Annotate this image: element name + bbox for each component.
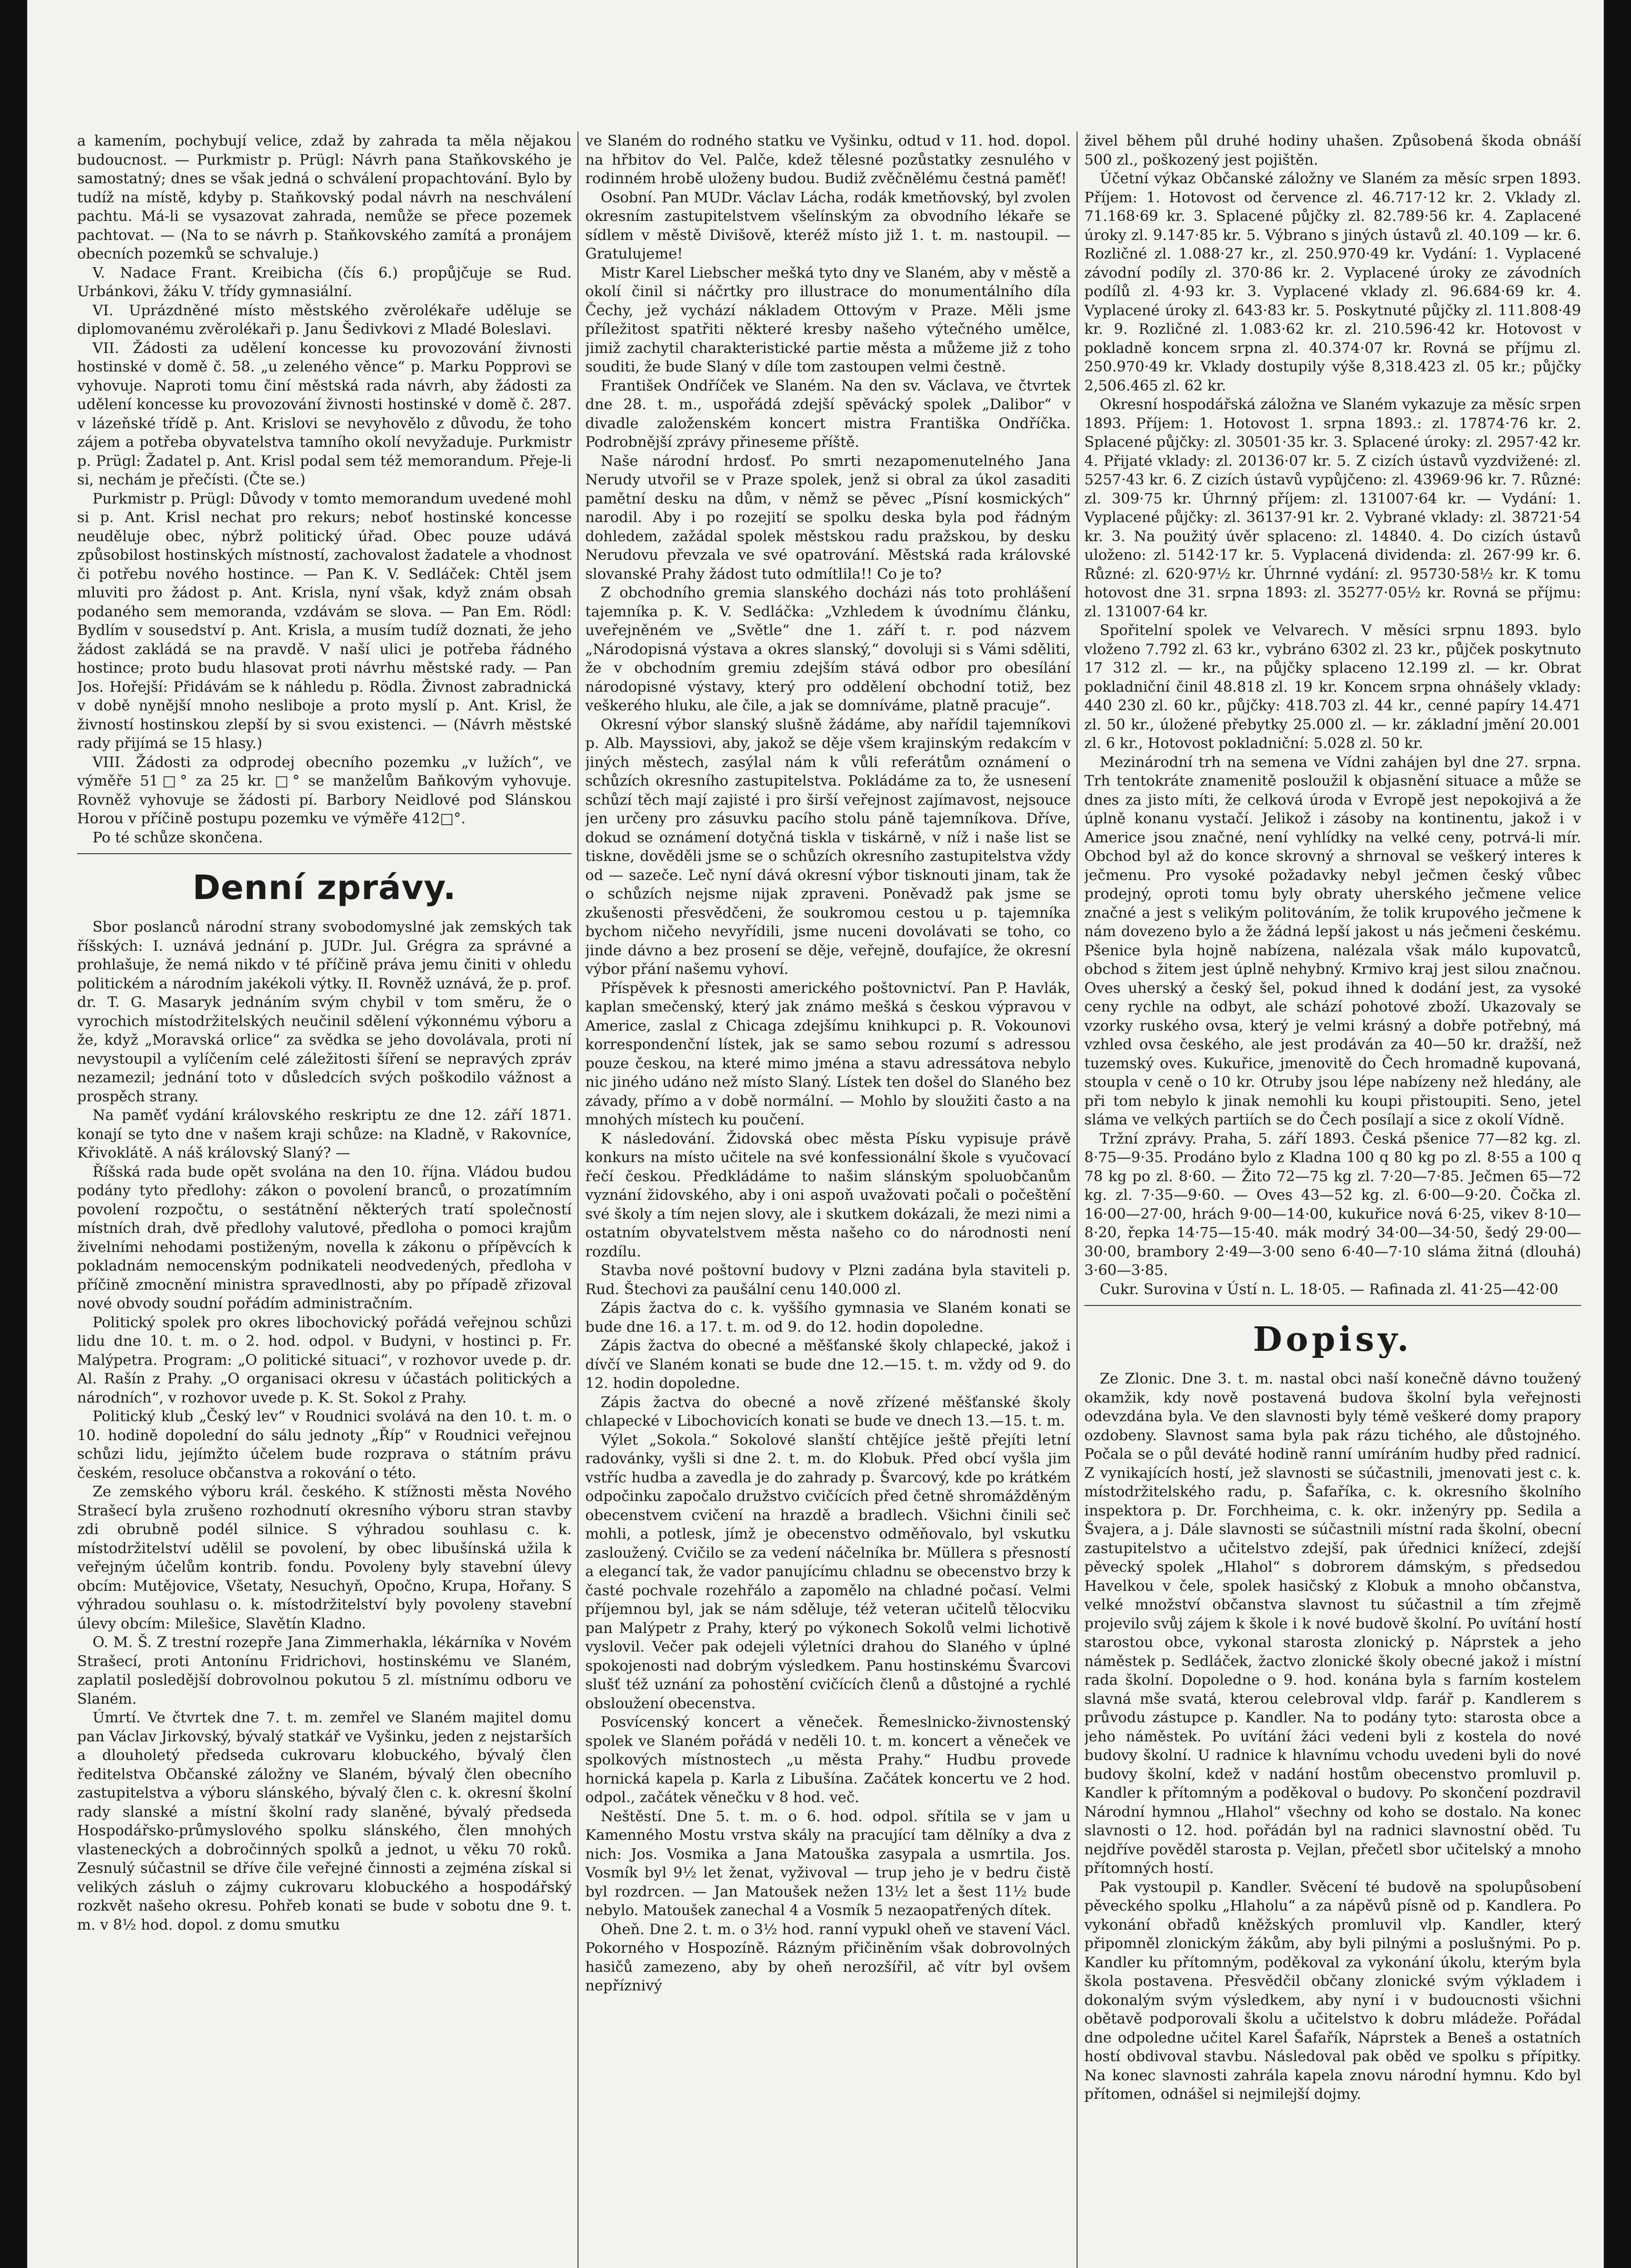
news-item: Politický spolek pro okres libochovický pořádá veřejnou schůzi lidu dne 10. t. m. o 2. hod. odpol. v Budyni, v hostinci p. Fr. Malýpetra. Program: „O politické situaci“, v rozhovor uvede p. dr. Al. Rašín z Prahy. „O organisaci okresu v účastách politických a národních“, v rozhovor uvede p. K. St. Sokol z Prahy. (77, 1313, 572, 1406)
news-item: Okresní výbor slanský slušně žádáme, aby nařídil tajemníkovi p. Alb. Mayssiovi, aby, jakož se děje všem krajinským redakcím v jiných městech, zasýlal nám k vůli referátům oznámení o schůzích okresního zastupitelstva. Pokládáme za to, že usnesení schůzí těch mají zajisté i pro širší veřejnost zajímavost, nejsouce jen určeny pro zásuvku pacího stolu páně tajemníkova. Dříve, dokud se oznámení dotyčná tiskla v tiskárně, v níž i naše list se tiskne, dověděli jsme se o schůzích okresního zastupitelstva vždy od — sazeče. Leč nyní dává okresní výbor tisknouti jinam, tak že o schůzích nejsme nijak zpraveni. Poněvadž pak jsme se zkušenosti přesvědčeni, že soukromou cestou u p. tajemníka bychom ničeho nevyřídili, jsme nuceni dovolávati se toho, co jinde dávno a bez prosení se děje, veřejně, doufajíce, že okresní výbor přání našemu vyhoví. (585, 715, 1071, 978)
scan-edge-left (0, 0, 27, 2268)
news-item: František Ondříček ve Slaném. Na den sv. Václava, ve čtvrtek dne 28. t. m., uspořádá zdejší spěvácký spolek „Dalibor“ v divadle založenském koncert mistra Františka Ondříčka. Podrobnější zprávy přineseme příště. (585, 376, 1071, 450)
news-item: Cukr. Surovina v Ústí n. L. 18·05. — Rafinada zl. 41·25—42·00 (1100, 1280, 1558, 1298)
news-item: Tržní zprávy. Praha, 5. září 1893. Česká pšenice 77—82 kg. zl. 8·75—9·35. Prodáno bylo z Kladna 100 q 80 kg po zl. 8·55 a 100 q 78 kg po zl. 8·60. — Žito 72—75 kg zl. 7·20—7·85. Ječmen 65—72 kg. zl. 7·35—9·60. — Oves 43—52 kg. zl. 6·00—9·20. Čočka zl. 16·00—27·00, hrách 9·00—14·00, kukuřice nová 6·25, vikev 8·10—8·20, řepka 14·75—15·40. mák modrý 34·00—34·50, šedý 29·00—30·00, brambory 2·49—3·00 seno 6·40—7·10 sláma žitná (dlouhá) 3·60—3·85. (1084, 1129, 1581, 1279)
section-divider (77, 853, 572, 854)
section-title-dopisy: Dopisy. (1253, 1320, 1413, 1359)
paragraph: Po té schůze skončena. (93, 828, 263, 846)
news-item: Stavba nové poštovní budovy v Plzni zadána byla staviteli p. Rud. Štechovi za paušální cenu 140.000 zl. (585, 1261, 1071, 1298)
news-item: Posvícenský koncert a věneček. Řemeslnicko-živnostenský spolek ve Slaném pořádá v neděli 10. t. m. koncert a věneček ve spolkových místnostech „u města Prahy.“ Hudbu provede hornická kapela p. Karla z Libušína. Začátek koncertu ve 2 hod. odpol., začátek věnečku v 8 hod. več. (585, 1713, 1071, 1806)
news-item: Mistr Karel Liebscher mešká tyto dny ve Slaném, aby v městě a okolí činil si náčrtky pro illustrace do monumentálního díla Čechy, jež vychází nákladem Ottovým v Praze. Měli jsme příležitost spatřiti některé kresby našeho výtečného umělce, jimiž zachytil charakteristické partie města a můžeme již z toho souditi, že bude Slaný v díle tom zastoupen velmi čestně. (585, 264, 1071, 375)
column-1 (77, 132, 572, 2268)
news-item: Mezinárodní trh na semena ve Vídni zahájen byl dne 27. srpna. Trh tentokráte znamenitě posloužil k objasnění situace a může se dnes za jisto míti, že celková úroda v Evropě jest nepokojivá a že úplně konanu vystačí. Jelikož i zásoby na kontinentu, jakož i v Americe jsou značné, není vyhlídky na velké ceny, potrvá-li mír. Obchod byl až do konce skrovný a shrnoval se veškerý interes k ječmenu. Pro vysoké požadavky nebyl ječmen český vůbec prodejný, oproti tomu byly obraty uherského ječmene velice značné a jest s velikým politováním, že tolik krupového ječmene k nám dovezeno bylo a že žádná lepší jakost u nás ječmeni českému. Pšenice byla hojně nabízena, nalézala však málo kupovatců, obchod s žitem jest úplně nehybný. Krmivo kraj jest silou značnou. Oves uherský a český šel, pokud ihned k dodání jest, za vysoké ceny rychle na odbyt, ale schází pohotové zboží. Ukazovaly se vzorky ruského ovsa, který je velmi krásný a dobře potřebný, má vzhled ovsa českého, ale jest prodáván za 40—50 kr. dražší, než tuzemský oves. Kukuřice, jmenovitě do Čech hromadně kupovaná, stoupla v ceně o 10 kr. Otruby jsou lépe nabízeny než hledány, ale při tom nebylo k jinak nemohli ku koupi přistoupiti. Seno, jetel sláma ve velkých partiích se do Čech posílají a sice z okolí Vídně. (1084, 753, 1581, 1128)
column-3 (1084, 132, 1581, 2268)
paragraph: V. Nadace Frant. Kreibicha (čís 6.) propůjčuje se Rud. Urbánkovi, žáku V. třídy gymnasiální. (77, 264, 572, 300)
letter: Pak vystoupil p. Kandler. Svěcení té budově na spolupůsobení pěveckého spolku „Hlaholu“ a za nápěvů písně od p. Kandlera. Po vykonání obřadů kněžských promluvil vlp. Kandler, který připomněl zlonickým žákům, aby byli pilnými a poslušnými. Po p. Kandler ku přítomným, poděkoval za vykonání úkolu, kterým byla škola postavena. Přesvědčil občany zlonické svým výkladem i dokonalým svým výsledkem, aby nyní i v budoucnosti všichni obětavě podporovali školu a učitelstvo k dobru mládeže. Pořádal dne odpoledne učitel Karel Šafařík, Náprstek a Beneš a ostatních hostí obdivoval stavbu. Následoval pak oběd ve spolku s přípitky. Na konec slavnosti zahrála kapela znovu národní hymnu. Kdo byl přítomen, odnášel si nejmilejší dojmy. (1084, 1878, 1581, 2102)
paragraph: a kamením, pochybují velice, zdaž by zahrada ta měla nějakou budoucnost. — Purkmistr p. Prügl: Návrh pana Staňkovského je samostatný; dnes se však jedná o schválení propachtování. Bylo by tudíž na místě, kdyby p. Staňkovský podal návrh na neschválení pachtu. Má-li se vysazovat zahrada, nemůže se přece pozemek pachtovat. — (Na to se návrh p. Staňkovského zamítá a pronájem obecních pozemků se schvaluje.) (77, 132, 572, 262)
paragraph: ve Slaném do rodného statku ve Vyšinku, odtud v 11. hod. dopol. na hřbitov do Vel. Palče, kdež tělesné pozůstatky zesnulého v rodinném hrobě uloženy budou. Budiž zvěčnělému čestná paměť! (585, 132, 1071, 187)
news-item: Výlet „Sokola.“ Sokolové slanští chtějíce ještě přejíti letní radovánky, vyšli si dne 2. t. m. do Klobuk. Před obcí vyšla jim vstříc hudba a zavedla je do zahrady p. Švarcový, kde po krátkém odpočinku započalo družstvo cvičících před četně shromážděným obecenstvem cvičení na hrazdě a bradlech. Všichni činili seč mohli, a potlesk, jímž je obecenstvo odměňovalo, byl vskutku zasloužený. Cvičilo se za vedení náčelníka br. Müllera s přesností a elegancí tak, že vador panujícímu chladnu se obecenstvo brzy k časté pochvale rozehřálo a zapomělo na chladné počasí. Velmi příjemnou byl, jak se nám sděluje, též veteran učitelů tělocviku pan Malýpetr z Prahy, který po výkonech Sokolů velmi lichotivě vyslovil. Večer pak odejeli výletníci drahou do Slaného v úplné spokojenosti nad dobrým výsledkem. Panu hostinskému Švarcovi slušť též uznání za pohostění cvičících členů a důstojné a rychlé obsloužení obecenstva. (585, 1431, 1071, 1712)
paragraph: VII. Žádosti za udělení koncesse ku provozování živnosti hostinské v domě č. 58. „u zeleného věnce“ p. Marku Popprovi se vyhovuje. Naproti tomu činí městská rada návrh, aby žádosti za udělení koncesse ku provozování živnosti hostinské v domě č. 287. v lázeňské třídě p. Ant. Krislovi se nevyhovělo z důvodu, že toho zájem a potřeba obyvatelstva tamního okolí nevyžaduje. Purkmistr p. Prügl: Žadatel p. Ant. Krisl podal sem též memorandum. Přeje-li si, nechám je přečísti. (Čte se.) (77, 339, 572, 488)
section-title-denni-zpravy: Denní zprávy. (192, 868, 456, 907)
news-item: Z obchodního gremia slanského docházi nás toto prohlášení tajemníka p. K. V. Sedláčka: „Vzhledem k úvodnímu článku, uveřejněném ve „Světle“ dne 1. září t. r. pod názvem „Národopisná výstava a okres slanský,“ dovoluji si s Vámi sděliti, že v obchodním gremiu zdejším stává odbor pro obesílání národopisné výstavy, který pro oddělení obchodní totiž, bez veškerého hluku, ale čile, a jak se domníváme, platně pracuje“. (585, 584, 1071, 714)
paragraph: VI. Uprázdněné místo městského zvěrolékaře uděluje se diplomovanému zvěrolékaři p. Janu Šedivkovi z Mladé Boleslavi. (77, 301, 572, 337)
column-rule (1077, 132, 1078, 2268)
news-item: Oheň. Dne 2. t. m. o 3½ hod. ranní vypukl oheň ve stavení Václ. Pokorného v Hospozíně. Rázným přičiněním však dobrovolných hasičů zamezeno, aby by oheň nerozšířil, ač vítr byl ovšem nepříznivý (585, 1920, 1071, 1994)
news-item: Spořitelní spolek ve Velvarech. V měsíci srpnu 1893. bylo vloženo 7.792 zl. 63 kr., vybráno 6302 zl. 23 kr., půjček poskytnuto 17 312 zl. — kr., na půjčky splaceno 12.199 zl. — kr. Obrat pokladniční činil 48.818 zl. 19 kr. Koncem srpna ohnášely vklady: 440 230 zl. 60 kr., půjčky: 418.703 zl. 44 kr., cenné papíry 14.471 zl. 50 kr., úložené přebytky 25.000 zl. — kr. základní jmění 20.001 zl. 6 kr., Hotovost pokladniční: 5.028 zl. 50 kr. (1084, 621, 1581, 752)
column-2 (585, 132, 1071, 2268)
paragraph: Purkmistr p. Prügl: Důvody v tomto memorandum uvedené mohl si p. Ant. Krisl nechat pro rekurs; neboť hostinské koncesse neuděluje obec, nýbrž politický úřad. Obec pouze udává způsobilost hostinských místností, zachovalost žadatele a vhodnost či potřebu nového hostince. — Pan K. V. Sedláček: Chtěl jsem mluviti pro žádost p. Ant. Krisla, nyní však, když znám obsah podaného sem memoranda, vzdávám se slova. — Pan Em. Rödl: Bydlím v sousedství p. Ant. Krisla, a musím tudíž doznati, že jeho žádost zakládá se na pravdě. V naší ulici je potřeba řádného hostince; proto budu hlasovat proti návrhu městské rady. — Pan Jos. Hořejší: Přidávám se k náhledu p. Rödla. Živnost zabradnická v době nynější mnoho nesliboje a proto myslí p. Ant. Krisl, že živností hostinskou zlepší by si svou existenci. — (Návrh městské rady přijímá se 15 hlasy.) (77, 489, 572, 752)
news-item: K následování. Židovská obec města Písku vypisuje právě konkurs na místo učitele na své konfessionální škole s vyučovací řečí českou. Předkládáme to našim slánským spoluobčanům vyznání židovského, aby i oni aspoň uvažovati počali o počeštění své školy a tím nejen slovy, ale i skutkem dokázali, že mezi nimi a ostatním obyvatelstvem města našeho co do národnosti není rozdílu. (585, 1129, 1071, 1260)
news-item: Zápis žactva do obecné a měšťanské školy chlapecké, jakož i dívčí ve Slaném konati se bude dne 12.—15. t. m. vždy od 9. do 12. hodin dopoledne. (585, 1337, 1071, 1392)
news-item: Úmrtí. Ve čtvrtek dne 7. t. m. zemřel ve Slaném majitel domu pan Václav Jirkovský, bývalý statkář ve Vyšinku, jeden z nejstarších a dlouholetý předseda cukrovaru klobuckého, bývalý člen ředitelstva Občanské záložny ve Slaném, bývalý člen obecního zastupitelstva a výboru slánského, bývalý člen c. k. okresní školní rady slanské a místní školní rady slaněné, bývalý předseda Hospodářsko-průmyslového spolku slánského, člen mnohých vlasteneckých a dobročinných spolků a jednot, u věku 70 roků. Zesnulý súčastnil se dříve čile veřejné činnosti a zejména získal si velikých zásluh o zájmy cukrovaru klobuckého a hospodářský rozkvět našeho okresu. Pohřeb konati se bude v sobotu dne 9. t. m. v 8½ hod. dopol. z domu smutku (77, 1709, 572, 1933)
news-item: Ze zemského výboru král. českého. K stížnosti města Nového Strašecí byla zrušeno rozhodnutí okresního výboru stran stavby zdi obrubně podél silnice. S výhradou souhlasu c. k. místodržitelství udělil se povolení, by obec libušínská užila k veřejným účelům kontrib. fondu. Povoleny byly stavební úlevy obcím: Mutějovice, Všetaty, Nesuchyň, Opočno, Krupa, Hořany. S výhradou souhlasu o. k. místodržitelství byly povoleny stavební úlevy obcím: Milešice, Slavětín Kladno. (77, 1483, 572, 1632)
news-item: Neštěstí. Dne 5. t. m. o 6. hod. odpol. sřítila se v jam u Kamenného Mostu vrstva skály na pracující tam dělníky a dva z nich: Jos. Vosmika a Jana Matouška zasypala a usmrtila. Jos. Vosmík byl 9½ let ženat, vyživoval — trup jeho je v bedru čistě byl rozdrcen. — Jan Matoušek nežen 13½ let a šest 11½ bude nebylo. Matoušek zanechal 4 a Vosmík 5 nezaopatřených dítek. (585, 1807, 1071, 1919)
news-item: O. M. Š. Z trestní rozepře Jana Zimmerhakla, lékárníka v Novém Strašecí, proti Antonínu Fridrichovi, hostinskému ve Slaném, zaplatil posledější dobrovolnou pokutou 5 zl. místnímu odboru ve Slaném. (77, 1633, 572, 1707)
news-item: Naše národní hrdosť. Po smrti nezapomenutelného Jana Nerudy utvořil se v Praze spolek, jenž si obral za úkol zasaditi pamětní desku na dům, v němž se pěvec „Písní kosmických“ narodil. Aby i po rozejití se spolku deska byla pod řádným dohledem, zažádal spolek městskou radu pražskou, by desku Nerudovu převzala ve své opatrování. Městská rada královské slovanské Prahy žádost tuto odmítlila!! Co je to? (585, 452, 1071, 582)
news-item: Sbor poslanců národní strany svobodomyslné jak zemských tak říšských: I. uznává jednání p. JUDr. Jul. Grégra za správné a prohlašuje, že nemá nikdo v té příčině práva jemu činiti v ohledu politickém a národním jakékoli výtky. II. Rovněž uznává, že p. prof. dr. T. G. Masaryk jednáním svým chybil v tom směru, že o vyrochich místodržitelských neučinil sdělení výkonnému výboru a že, když „Moravská orlice“ za svědka se jeho dovolávala, proti ní nevystoupil a vylíčením celé záležitosti šíření se nepravých zpráv nezamezil; jednání toto v důsledcích svých poškodilo vážnost a prospěch strany. (77, 918, 572, 1105)
news-item: Politický klub „Český lev“ v Roudnici svolává na den 10. t. m. o 10. hodině dopolední do sálu jednoty „Říp“ v Roudnici veřejnou schůzi lidu, jejímžto účelem bude rozprava o státním právu českém, resoluce občanstva a rokování o této. (77, 1408, 572, 1481)
news-item: Na paměť vydání královského reskriptu ze dne 12. září 1871. konají se tyto dne v našem kraji schůze: na Kladně, v Rakovníce, Křivoklátě. A náš královský Slaný? — (77, 1106, 572, 1161)
news-item: Účetní výkaz Občanské záložny ve Slaném za měsíc srpen 1893. Příjem: 1. Hotovost od července zl. 46.717·12 kr. 2. Vklady zl. 71.168·69 kr. 3. Splacené půjčky zl. 82.789·56 kr. 4. Zaplacené úroky zl. 9.147·85 kr. 5. Výbrano s jiných ústavů zl. 40.109 — kr. 6. Rozličné zl. 1.088·27 kr., zl. 250.970·49 kr. Vydání: 1. Vyplacené závodní podíly zl. 370·86 kr. 2. Vyplacené úroky ze závodních podílů zl. 4·93 kr. 3. Vyplacené vklady zl. 96.684·69 kr. 4. Vyplacené úroky zl. 643·83 kr. 5. Poskytnuté půjčky zl. 111.808·49 kr. 9. Rozličné zl. 1.083·62 kr. zl. 210.596·42 kr. Hotovost v pokladně koncem srpna zl. 40.374·07 kr. Rovná se příjmu zl. 250.970·49 kr. Vklady dostupily výše 8,318.423 zl. 05 kr.; půjčky 2,506.465 zl. 62 kr. (1084, 170, 1581, 394)
section-divider (1084, 1305, 1581, 1306)
news-item: Zápis žactva do obecné a nově zřízené měšťanské školy chlapecké v Libochovicích konati se bude ve dnech 13.—15. t. m. (585, 1393, 1071, 1429)
news-item: Zápis žactva do c. k. vyššího gymnasia ve Slaném konati se bude dne 16. a 17. t. m. od 9. do 12. hodin dopoledne. (585, 1299, 1071, 1335)
news-item: Příspěvek k přesnosti amerického poštovnictví. Pan P. Havlák, kaplan smečenský, který jak známo mešká s českou výpravou v Americe, zaslal z Chicaga zdejšímu knihkupci p. R. Vokounovi korrespondenční lístek, jak se samo sebou rozumí s adressou pouze českou, na které mimo jména a stavu adressátova nebylo nic jiného udáno než místo Slaný. Lístek ten došel do Slaného bez závady, přímo a v době normální. — Mohlo by sloužiti často a na mnohých místech ku poučení. (585, 979, 1071, 1128)
news-item: Říšská rada bude opět svolána na den 10. října. Vládou budou podány tyto předlohy: zákon o povolení branců, o prozatímním povolení rozpočtu, o sestátnění některých tratí společností místních drah, dvě předlohy valutové, předloha o pomoci krajům živelními nehodami postiženým, novella k zákonu o přípěvcích k pokladnám nemocenským podnikateli neodvedených, předloha v příčině zmocnění ministra spravedlnosti, aby po případě zřizoval nové obvody soudní pořádím administračním. (77, 1163, 572, 1312)
paragraph: VIII. Žádosti za odprodej obecního pozemku „v lužích“, ve výměře 51□° za 25 kr. □° se manželům Baňkovým vyhovuje. Rovněž vyhovuje se žádosti pí. Barbory Neidlové pod Slánskou Horou v příčině postupu pozemku ve výměře 412□°. (77, 753, 572, 827)
news-item: Okresní hospodářská záložna ve Slaném vykazuje za měsíc srpen 1893. Příjem: 1. Hotovost 1. srpna 1893.: zl. 17874·76 kr. 2. Splacené půjčky: zl. 30501·35 kr. 3. Splacené úroky: zl. 2957·42 kr. 4. Přijaté vklady: zl. 20136·07 kr. 5. Z cizích ústavů vyzdvižené: zl. 5257·43 kr. 6. Z cizích ústavů vypůjčeno: zl. 43969·96 kr. 7. Různé: zl. 309·75 kr. Úhrnný příjem: zl. 131007·64 kr. — Vydání: 1. Vyplacené půjčky: zl. 36137·91 kr. 2. Vybrané vklady: zl. 38721·54 kr. 3. Na použitý úvěr splaceno: zl. 14840. 4. Do cizích ústavů uloženo: zl. 5142·17 kr. 5. Vyplacená dividenda: zl. 267·99 kr. 6. Různé: zl. 620·97½ kr. Úhrnné vydání: zl. 95730·58½ kr. K tomu hotovost dne 31. srpna 1893: zl. 35277·05½ kr. Rovná se příjmu: zl. 131007·64 kr. (1084, 396, 1581, 620)
letter: Ze Zlonic. Dne 3. t. m. nastal obci naší konečně dávno toužený okamžik, kdy nově postavená budova školní byla veřejnosti odevzdána byla. Ve den slavnosti byly témě veškeré domy prapory ozdobeny. Slavnost sama byla pak rázu tichého, ale důstojného. Počala se o půl deváté hodině ranní umíráním hudby před radnicí. Z vynikajících hostí, jež slavnosti se súčastnili, jmenovati jest c. k. místodržitelského radu, p. Šafaříka, c. k. okresního školního inspektora p. Dr. Forchheima, c. k. okr. inženýry pp. Sedila a Švajera, a j. Dále slavnosti se súčastnili místní rada školní, obecní zastupitelstvo a učitelstvo zdejší, pak úřednici knížecí, zdejší pěvecký spolek „Hlahol“ s dobrorem dámským, s předsedou Havelkou v čele, spolek hasičský z Klobuk a mnoho občanstva, velké množství občanstva slavnost tu súčastnil a tím zřejmě projevilo svůj zájem k škole i k nové budově školní. Po uvítání hostí starostou obce, vykonal starosta zlonický p. Náprstek a jeho náměstek p. Sedláček, žactvo zlonické školy obecné jakož i místní rada školní. Dopoledne o 9. hod. konána byla s farním kostelem slavná mše svatá, kterou celebroval vldp. farář p. Kandlerem s průvodu zástupce p. Kandler. Na to podány tyto: starosta obce a jeho náměstek. Po uvítání žáci vedeni byli z kostela do nové budovy školní. U radnice k hlavnímu vchodu uvedeni byli do nové budovy školní, kdež v nadání hostům obecenstvo promluvil p. Kandler k přítomným a poděkoval o budovy. Po skončení pozdravil Národní hymnou „Hlahol“ všechny od koho se dostalo. Na konec slavnosti o 12. hod. pořádán byl na radnici slavnostní oběd. Tu nejdříve pověděl starosta p. Vejlan, přečetl sbor učitelský a mnoho přítomných hostí. (1084, 1370, 1581, 1877)
news-item: Osobní. Pan MUDr. Václav Lácha, rodák kmetňovský, byl zvolen okresním zastupitelstvem všelínským za obvodního lékaře se sídlem v městě Divišově, kteréž místo již 1. t. m. nastoupil. — Gratulujeme! (585, 188, 1071, 262)
paragraph: živel během půl druhé hodiny uhašen. Způsobená škoda obnáší 500 zl., poškozený jest pojištěn. (1084, 132, 1581, 168)
scan-edge-right (1604, 0, 1631, 2268)
